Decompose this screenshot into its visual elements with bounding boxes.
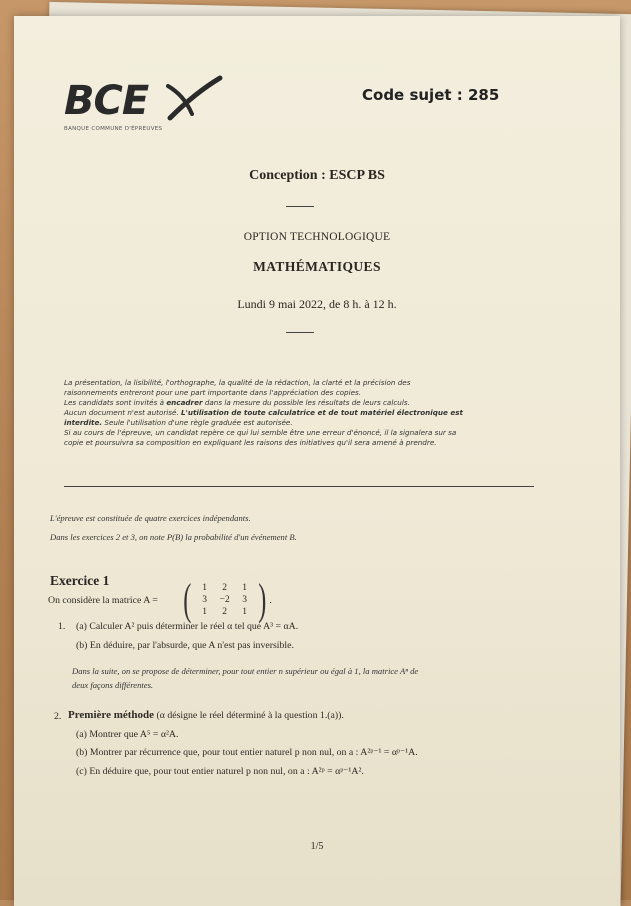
matrix-cell: 3: [202, 595, 208, 605]
title-divider: [286, 206, 314, 207]
instructions-line: copie et poursuivra sa composition en expliquant les raisons des initiatives qu'il sera amené à prendre.: [64, 438, 437, 447]
q2-heading: [68, 709, 344, 721]
q2-subtitle: (α désigne le réel déterminé à la question 1.(a)).: [154, 710, 344, 721]
instructions-line: [64, 408, 534, 418]
instructions-bold: L'utilisation de toute calculatrice et de tout matériel électronique est: [181, 408, 463, 417]
paragraph-line: deux façons différentes.: [72, 680, 154, 690]
q2c: (c) En déduire que, pour tout entier naturel p non nul, on a : A²ᵖ = αᵖ⁻¹A².: [76, 766, 364, 777]
matrix-cell: 1: [242, 607, 248, 617]
transition-paragraph: [72, 664, 592, 692]
right-paren-icon: ): [257, 575, 267, 624]
option-label: OPTION TECHNOLOGIQUE: [243, 231, 391, 243]
matrix-cell: 2: [222, 607, 228, 617]
instructions-text: Les candidats sont invités à: [64, 398, 167, 407]
matrix-cell: 1: [202, 607, 208, 617]
instructions-block: [64, 378, 534, 448]
conception-title: Conception : ESCP BS: [249, 168, 385, 183]
matrix-cell: 2: [222, 583, 228, 593]
instructions-line: [64, 398, 534, 408]
exam-page: [14, 16, 620, 906]
page-number: 1/5: [310, 841, 324, 852]
instructions-text: Seule l'utilisation d'une règle graduée est autorisée.: [102, 418, 293, 427]
exam-date: Lundi 9 mai 2022, de 8 h. à 12 h.: [237, 297, 397, 311]
bce-logo-swoosh-icon: [164, 74, 224, 124]
instructions-text: dans la mesure du possible les résultats de leurs calculs.: [202, 398, 410, 407]
left-paren-icon: (: [183, 575, 192, 624]
instructions-bold: interdite.: [64, 418, 103, 427]
code-sujet: Code sujet : 285: [362, 86, 500, 104]
date-divider: [286, 332, 314, 333]
matrix-end: .: [269, 594, 272, 606]
instructions-line: Si au cours de l'épreuve, un candidat repère ce qui lui semble être une erreur d'énoncé, il la signalera sur sa: [64, 428, 457, 437]
matrix-cell: −2: [219, 595, 230, 605]
intro-line-2: Dans les exercices 2 et 3, on note P(B) la probabilité d'un événement B.: [50, 532, 297, 542]
instructions-bold: encadrer: [166, 398, 203, 407]
matrix-intro: On considère la matrice A =: [48, 595, 158, 606]
instructions-text: Aucun document n'est autorisé.: [64, 408, 182, 417]
matrix-cell: 3: [242, 595, 248, 605]
q2-title: Première méthode: [68, 709, 155, 721]
paragraph-line: Dans la suite, on se propose de déterminer, pour tout entier n supérieur ou égal à 1, la matrice Aⁿ de: [72, 666, 419, 676]
q1-number: 1.: [58, 621, 66, 632]
instructions-line: La présentation, la lisibilité, l'orthographe, la qualité de la rédaction, la clarté et la précision des: [64, 378, 411, 387]
subject-title: MATHÉMATIQUES: [253, 259, 381, 274]
bce-logo: BCE: [64, 78, 149, 124]
intro-line-1: L'épreuve est constituée de quatre exercices indépendants.: [50, 513, 251, 523]
matrix-a: [180, 575, 272, 624]
instructions-divider: [64, 486, 534, 487]
q2-number: 2.: [54, 711, 62, 722]
matrix-grid: [195, 583, 255, 617]
instructions-line: [64, 418, 534, 428]
q1b: (b) En déduire, par l'absurde, que A n'est pas inversible.: [76, 640, 294, 651]
q2a: (a) Montrer que A⁵ = α²A.: [76, 729, 179, 740]
bce-logo-subtitle: BANQUE COMMUNE D'ÉPREUVES: [64, 126, 163, 132]
matrix-cell: 1: [202, 583, 208, 593]
instructions-line: raisonnements entreront pour une part importante dans l'appréciation des copies.: [64, 388, 362, 397]
matrix-cell: 1: [242, 583, 248, 593]
q1a: (a) Calculer A² puis déterminer le réel α tel que A³ = αA.: [76, 621, 299, 632]
exercise-title: Exercice 1: [50, 573, 110, 588]
q2b: (b) Montrer par récurrence que, pour tout entier naturel p non nul, on a : A²ᵖ⁻¹ = αᵖ⁻¹A.: [76, 747, 418, 758]
